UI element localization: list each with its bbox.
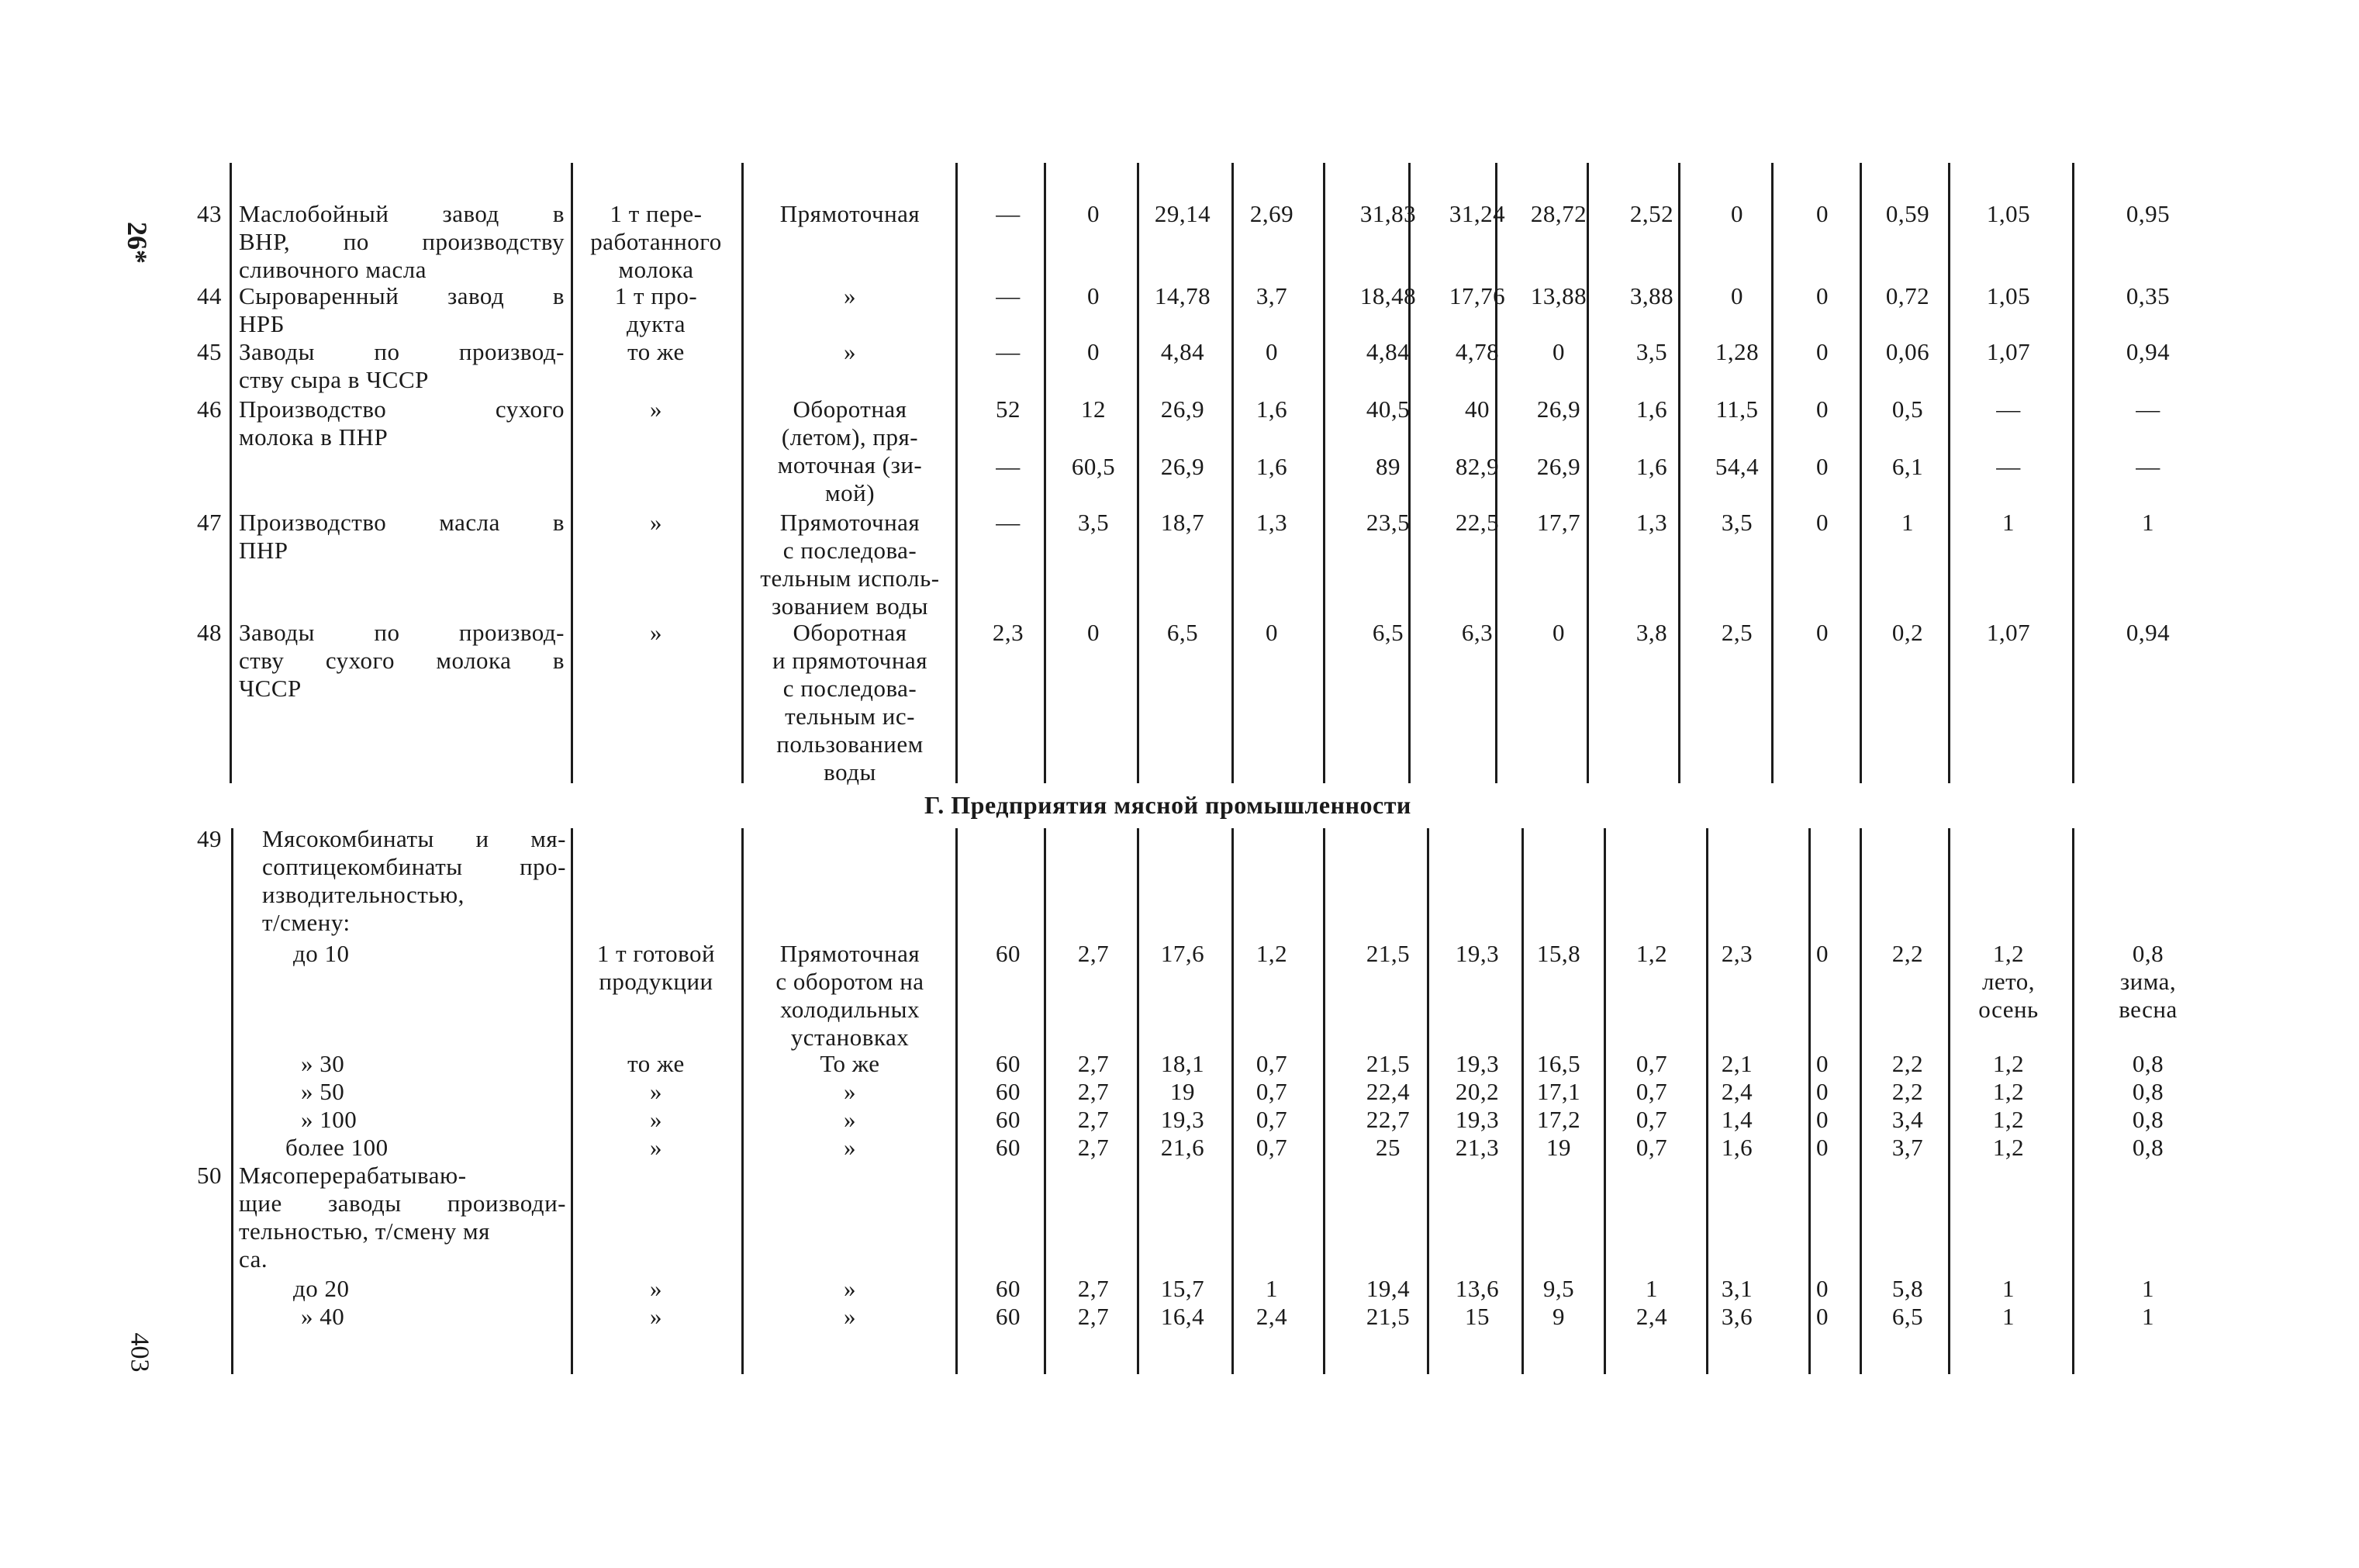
- row-unit: »: [650, 1134, 662, 1161]
- value-cell: 6,3: [1461, 619, 1494, 646]
- row-name: Заводы по производ-: [239, 619, 565, 646]
- value-cell: 5,8: [1891, 1275, 1924, 1302]
- value-cell: 60: [996, 1078, 1021, 1105]
- row-unit: то же: [627, 1050, 685, 1077]
- value-cell: 1,3: [1635, 509, 1668, 536]
- value-cell: 0: [1816, 1134, 1829, 1161]
- column-rule: [1137, 828, 1139, 1374]
- row-name: Сыроваренный завод в: [239, 282, 565, 309]
- value-cell: 2,7: [1077, 1078, 1110, 1105]
- value-cell: 0: [1816, 453, 1829, 480]
- value-cell: 3,6: [1721, 1303, 1753, 1330]
- value-cell: 1: [1646, 1275, 1658, 1302]
- row-number: 44: [197, 282, 222, 309]
- value-cell: 0,95: [2126, 200, 2171, 227]
- value-cell: 26,9: [1536, 395, 1581, 423]
- value-cell: 21,5: [1366, 1303, 1411, 1330]
- value-cell: весна: [2119, 996, 2178, 1023]
- value-cell: 2,2: [1891, 940, 1924, 967]
- value-cell: 0,59: [1885, 200, 1930, 227]
- row-unit: 1 т готовой: [596, 940, 716, 967]
- value-cell: 1,4: [1721, 1106, 1753, 1133]
- value-cell: 13,88: [1530, 282, 1587, 309]
- value-cell: 3,5: [1721, 509, 1753, 536]
- value-cell: 19,3: [1160, 1106, 1205, 1133]
- value-cell: 0,06: [1885, 338, 1930, 365]
- value-cell: зима,: [2119, 968, 2177, 995]
- row-number: 43: [197, 200, 222, 227]
- value-cell: 0,94: [2126, 338, 2171, 365]
- row-system: »: [844, 338, 856, 365]
- value-cell: 29,14: [1154, 200, 1211, 227]
- value-cell: 0: [1816, 1275, 1829, 1302]
- column-rule: [955, 163, 958, 783]
- page-number: 403: [125, 1332, 154, 1373]
- row-name: ЧССР: [239, 675, 302, 702]
- value-cell: 0,2: [1891, 619, 1924, 646]
- row-system: Прямоточная: [779, 200, 920, 227]
- column-rule: [741, 828, 744, 1374]
- value-cell: 19,3: [1455, 1106, 1500, 1133]
- value-cell: 2,52: [1629, 200, 1674, 227]
- value-cell: 2,7: [1077, 1134, 1110, 1161]
- value-cell: 12: [1081, 395, 1106, 423]
- value-cell: 0: [1087, 282, 1100, 309]
- column-rule: [1323, 828, 1325, 1374]
- value-cell: 0: [1731, 200, 1743, 227]
- row-system: и прямоточная: [772, 647, 927, 674]
- row-name: Мясокомбинаты и мя-: [262, 825, 566, 852]
- value-cell: 15: [1465, 1303, 1490, 1330]
- value-cell: 0,7: [1255, 1050, 1288, 1077]
- value-cell: 31,24: [1449, 200, 1506, 227]
- value-cell: 0,72: [1885, 282, 1930, 309]
- value-cell: 2,7: [1077, 1106, 1110, 1133]
- value-cell: 60: [996, 1106, 1021, 1133]
- value-cell: 0: [1816, 940, 1829, 967]
- value-cell: 6,1: [1891, 453, 1924, 480]
- value-cell: 3,7: [1255, 282, 1288, 309]
- value-cell: 0,7: [1635, 1106, 1668, 1133]
- value-cell: 0,5: [1891, 395, 1924, 423]
- value-cell: 2,2: [1891, 1078, 1924, 1105]
- value-cell: 17,1: [1536, 1078, 1581, 1105]
- value-cell: 2,1: [1721, 1050, 1753, 1077]
- value-cell: 22,4: [1366, 1078, 1411, 1105]
- column-rule: [2072, 828, 2074, 1374]
- row-name: ПНР: [239, 537, 288, 564]
- value-cell: —: [996, 200, 1021, 227]
- row-unit: »: [650, 1303, 662, 1330]
- value-cell: 26,9: [1536, 453, 1581, 480]
- value-cell: 2,4: [1721, 1078, 1753, 1105]
- value-cell: 0,8: [2132, 1078, 2164, 1105]
- value-cell: 0: [1816, 619, 1829, 646]
- value-cell: 9: [1553, 1303, 1565, 1330]
- value-cell: 3,88: [1629, 282, 1674, 309]
- value-cell: 89: [1376, 453, 1401, 480]
- row-number: 47: [197, 509, 222, 536]
- value-cell: 13,6: [1455, 1275, 1500, 1302]
- column-rule: [1323, 163, 1325, 783]
- value-cell: 18,7: [1160, 509, 1205, 536]
- value-cell: 21,3: [1455, 1134, 1500, 1161]
- value-cell: 0,7: [1635, 1050, 1668, 1077]
- value-cell: 3,5: [1635, 338, 1668, 365]
- row-name: изводительностью,: [262, 881, 465, 908]
- value-cell: 2,3: [992, 619, 1024, 646]
- value-cell: 1,6: [1635, 395, 1668, 423]
- value-cell: 0: [1816, 200, 1829, 227]
- value-cell: —: [2136, 453, 2160, 480]
- row-unit: продукции: [599, 968, 713, 995]
- row-name: т/смену:: [262, 909, 351, 936]
- value-cell: 26,9: [1160, 395, 1205, 423]
- value-cell: 3,7: [1891, 1134, 1924, 1161]
- row-system: (летом), пря-: [781, 423, 919, 451]
- row-name: щие заводы производи-: [239, 1190, 566, 1217]
- row-unit: »: [650, 509, 662, 536]
- row-unit: »: [650, 1078, 662, 1105]
- value-cell: 1,05: [1986, 282, 2031, 309]
- row-unit: 1 т пере-: [610, 200, 703, 227]
- value-cell: 1,07: [1986, 619, 2031, 646]
- value-cell: 26,9: [1160, 453, 1205, 480]
- row-number: 50: [197, 1162, 222, 1189]
- value-cell: 0,35: [2126, 282, 2171, 309]
- value-cell: 1: [2142, 1275, 2154, 1302]
- subrow-label: » 30: [301, 1050, 345, 1077]
- row-number: 48: [197, 619, 222, 646]
- row-name: соптицекомбинаты про-: [262, 853, 566, 880]
- value-cell: 14,78: [1154, 282, 1211, 309]
- row-system: холодильных: [780, 996, 920, 1023]
- value-cell: 2,4: [1255, 1303, 1288, 1330]
- value-cell: 3,1: [1721, 1275, 1753, 1302]
- value-cell: осень: [1978, 996, 2039, 1023]
- row-system: установках: [790, 1024, 910, 1051]
- value-cell: 3,5: [1077, 509, 1110, 536]
- row-unit: »: [650, 619, 662, 646]
- value-cell: 2,7: [1077, 940, 1110, 967]
- value-cell: 4,84: [1160, 338, 1205, 365]
- value-cell: 1,2: [1992, 1134, 2025, 1161]
- value-cell: 6,5: [1372, 619, 1404, 646]
- row-unit: работанного: [590, 228, 722, 255]
- value-cell: лето,: [1981, 968, 2036, 995]
- value-cell: 0,7: [1255, 1134, 1288, 1161]
- value-cell: 1,6: [1255, 453, 1288, 480]
- value-cell: 31,83: [1359, 200, 1417, 227]
- value-cell: 0: [1816, 509, 1829, 536]
- value-cell: 19,3: [1455, 940, 1500, 967]
- value-cell: 0: [1731, 282, 1743, 309]
- value-cell: 1,2: [1992, 1050, 2025, 1077]
- value-cell: —: [1996, 453, 2021, 480]
- value-cell: 0: [1816, 1106, 1829, 1133]
- column-rule: [955, 828, 958, 1374]
- row-number: 45: [197, 338, 222, 365]
- value-cell: 1,6: [1255, 395, 1288, 423]
- value-cell: 19: [1546, 1134, 1571, 1161]
- row-system: Прямоточная: [779, 940, 920, 967]
- subrow-label: » 50: [301, 1078, 345, 1105]
- column-rule: [571, 828, 573, 1374]
- value-cell: 23,5: [1366, 509, 1411, 536]
- value-cell: 60: [996, 1050, 1021, 1077]
- row-system: Оборотная: [793, 395, 907, 423]
- value-cell: 0: [1266, 338, 1278, 365]
- value-cell: —: [996, 282, 1021, 309]
- row-number: 49: [197, 825, 222, 852]
- value-cell: 1,2: [1255, 940, 1288, 967]
- value-cell: 0: [1266, 619, 1278, 646]
- value-cell: —: [996, 453, 1021, 480]
- value-cell: 1,28: [1715, 338, 1760, 365]
- row-name: тельностью, т/смену мя: [239, 1217, 490, 1245]
- value-cell: 54,4: [1715, 453, 1760, 480]
- value-cell: 15,8: [1536, 940, 1581, 967]
- subrow-label: более 100: [285, 1134, 389, 1161]
- row-name: ству сухого молока в: [239, 647, 565, 674]
- value-cell: 18,1: [1160, 1050, 1205, 1077]
- value-cell: 60: [996, 1134, 1021, 1161]
- row-system: »: [844, 1106, 856, 1133]
- value-cell: 0,7: [1635, 1078, 1668, 1105]
- row-name: Заводы по производ-: [239, 338, 565, 365]
- value-cell: 20,2: [1455, 1078, 1500, 1105]
- subrow-label: до 10: [293, 940, 350, 967]
- value-cell: 1,3: [1255, 509, 1288, 536]
- value-cell: 6,5: [1166, 619, 1199, 646]
- row-unit: »: [650, 1106, 662, 1133]
- row-system: »: [844, 1134, 856, 1161]
- value-cell: 60: [996, 1275, 1021, 1302]
- value-cell: 28,72: [1530, 200, 1587, 227]
- value-cell: 19: [1170, 1078, 1195, 1105]
- column-rule: [231, 828, 233, 1374]
- value-cell: 0,94: [2126, 619, 2171, 646]
- value-cell: —: [996, 509, 1021, 536]
- value-cell: 0: [1087, 338, 1100, 365]
- value-cell: 1: [2002, 509, 2015, 536]
- section-title: Г. Предприятия мясной промышленности: [924, 791, 1411, 819]
- row-name: ВНР, по производству: [239, 228, 565, 255]
- value-cell: 2,7: [1077, 1050, 1110, 1077]
- row-name: са.: [239, 1245, 268, 1273]
- row-name: Мясоперерабатываю-: [239, 1162, 467, 1189]
- value-cell: 1: [2002, 1303, 2015, 1330]
- value-cell: 21,5: [1366, 1050, 1411, 1077]
- row-unit: »: [650, 395, 662, 423]
- value-cell: 2,5: [1721, 619, 1753, 646]
- value-cell: 21,6: [1160, 1134, 1205, 1161]
- value-cell: 4,78: [1455, 338, 1500, 365]
- value-cell: 22,5: [1455, 509, 1500, 536]
- value-cell: 0: [1087, 619, 1100, 646]
- value-cell: 16,4: [1160, 1303, 1205, 1330]
- page-marker: 26*: [122, 222, 153, 264]
- row-system: с оборотом на: [775, 968, 924, 995]
- value-cell: 2,69: [1249, 200, 1294, 227]
- value-cell: 11,5: [1715, 395, 1759, 423]
- value-cell: 2,3: [1721, 940, 1753, 967]
- row-system: »: [844, 1078, 856, 1105]
- value-cell: 40,5: [1366, 395, 1411, 423]
- value-cell: —: [1996, 395, 2021, 423]
- row-system: Оборотная: [793, 619, 907, 646]
- column-rule: [230, 163, 232, 783]
- value-cell: 2,2: [1891, 1050, 1924, 1077]
- value-cell: 0,8: [2132, 1134, 2164, 1161]
- value-cell: 25: [1376, 1134, 1401, 1161]
- row-name: ству сыра в ЧССР: [239, 366, 429, 393]
- column-rule: [2072, 163, 2074, 783]
- value-cell: 1,6: [1635, 453, 1668, 480]
- row-name: Маслобойный завод в: [239, 200, 565, 227]
- value-cell: 0: [1816, 1050, 1829, 1077]
- value-cell: 1,05: [1986, 200, 2031, 227]
- value-cell: —: [2136, 395, 2160, 423]
- row-system: зованием воды: [772, 592, 928, 620]
- value-cell: 40: [1465, 395, 1490, 423]
- row-system: Прямоточная: [779, 509, 920, 536]
- row-name: НРБ: [239, 310, 285, 337]
- value-cell: 1,2: [1992, 1106, 2025, 1133]
- value-cell: 21,5: [1366, 940, 1411, 967]
- value-cell: —: [996, 338, 1021, 365]
- value-cell: 1,2: [1992, 1078, 2025, 1105]
- row-system: »: [844, 1275, 856, 1302]
- value-cell: 60,5: [1071, 453, 1116, 480]
- value-cell: 1: [1901, 509, 1914, 536]
- value-cell: 1,07: [1986, 338, 2031, 365]
- row-system: »: [844, 1303, 856, 1330]
- value-cell: 4,84: [1366, 338, 1411, 365]
- value-cell: 1: [2002, 1275, 2015, 1302]
- value-cell: 9,5: [1542, 1275, 1575, 1302]
- row-unit: дукта: [626, 310, 686, 337]
- column-rule: [741, 163, 744, 783]
- row-unit: »: [650, 1275, 662, 1302]
- row-system: с последова-: [782, 675, 917, 702]
- value-cell: 0: [1816, 1303, 1829, 1330]
- value-cell: 60: [996, 1303, 1021, 1330]
- value-cell: 17,76: [1449, 282, 1506, 309]
- value-cell: 0: [1553, 619, 1565, 646]
- value-cell: 3,8: [1635, 619, 1668, 646]
- value-cell: 0: [1816, 338, 1829, 365]
- value-cell: 0: [1553, 338, 1565, 365]
- value-cell: 0,8: [2132, 940, 2164, 967]
- column-rule: [1604, 828, 1606, 1374]
- row-name: сливочного масла: [239, 256, 427, 283]
- value-cell: 52: [996, 395, 1021, 423]
- value-cell: 19,4: [1366, 1275, 1411, 1302]
- value-cell: 1,2: [1635, 940, 1668, 967]
- row-system: »: [844, 282, 856, 309]
- value-cell: 2,7: [1077, 1303, 1110, 1330]
- value-cell: 0: [1087, 200, 1100, 227]
- row-system: пользованием: [776, 730, 924, 758]
- value-cell: 6,5: [1891, 1303, 1924, 1330]
- subrow-label: » 100: [301, 1106, 357, 1133]
- value-cell: 2,7: [1077, 1275, 1110, 1302]
- value-cell: 2,4: [1635, 1303, 1668, 1330]
- value-cell: 1: [2142, 1303, 2154, 1330]
- value-cell: 18,48: [1359, 282, 1417, 309]
- row-system: тельным исполь-: [760, 565, 940, 592]
- row-name: молока в ПНР: [239, 423, 389, 451]
- value-cell: 1: [2142, 509, 2154, 536]
- value-cell: 22,7: [1366, 1106, 1411, 1133]
- value-cell: 0,8: [2132, 1050, 2164, 1077]
- subrow-label: до 20: [293, 1275, 350, 1302]
- value-cell: 17,7: [1536, 509, 1581, 536]
- column-rule: [1137, 163, 1139, 783]
- row-unit: молока: [618, 256, 694, 283]
- row-unit: то же: [627, 338, 685, 365]
- value-cell: 0: [1816, 395, 1829, 423]
- row-system: моточная (зи-: [777, 451, 923, 478]
- row-name: Производство масла в: [239, 509, 565, 536]
- row-name: Производство сухого: [239, 395, 565, 423]
- row-system: тельным ис-: [785, 703, 915, 730]
- row-system: То же: [820, 1050, 880, 1077]
- row-system: с последова-: [782, 537, 917, 564]
- row-system: мой): [824, 479, 876, 506]
- value-cell: 0,7: [1255, 1078, 1288, 1105]
- value-cell: 3,4: [1891, 1106, 1924, 1133]
- value-cell: 16,5: [1536, 1050, 1581, 1077]
- row-unit: 1 т про-: [614, 282, 698, 309]
- value-cell: 0,7: [1635, 1134, 1668, 1161]
- subrow-label: » 40: [301, 1303, 345, 1330]
- value-cell: 0: [1816, 282, 1829, 309]
- row-number: 46: [197, 395, 222, 423]
- value-cell: 60: [996, 940, 1021, 967]
- value-cell: 19,3: [1455, 1050, 1500, 1077]
- value-cell: 1,2: [1992, 940, 2025, 967]
- value-cell: 17,6: [1160, 940, 1205, 967]
- value-cell: 0,8: [2132, 1106, 2164, 1133]
- value-cell: 17,2: [1536, 1106, 1581, 1133]
- value-cell: 1,6: [1721, 1134, 1753, 1161]
- value-cell: 82,9: [1455, 453, 1500, 480]
- value-cell: 0: [1816, 1078, 1829, 1105]
- value-cell: 1: [1266, 1275, 1278, 1302]
- value-cell: 0,7: [1255, 1106, 1288, 1133]
- value-cell: 15,7: [1160, 1275, 1205, 1302]
- row-system: воды: [824, 758, 876, 786]
